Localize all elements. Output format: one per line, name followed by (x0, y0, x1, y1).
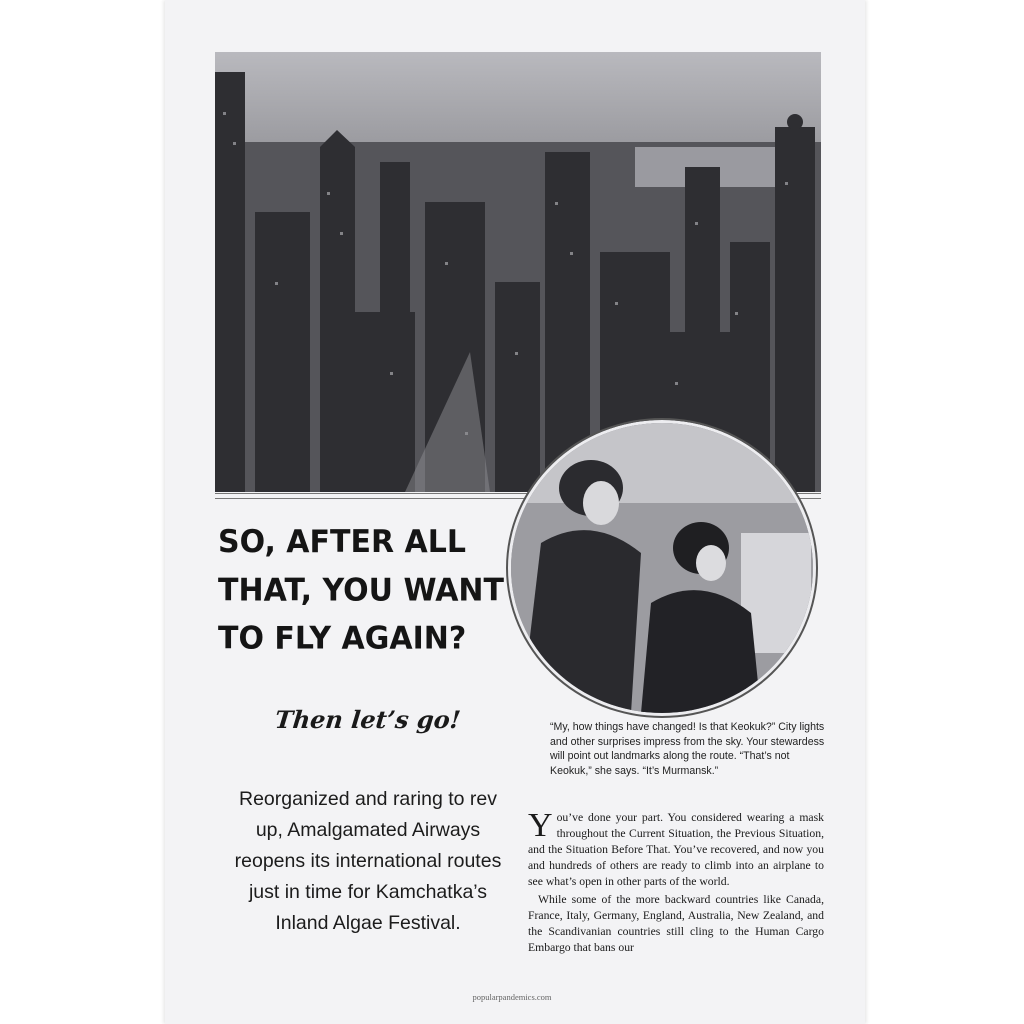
intro-blurb: Reorganized and raring to rev up, Amalgamated Airways reopens its international routes just in time for Kamchatka’s Inland Algae Festival. (234, 788, 502, 934)
drop-cap: Y (528, 807, 553, 844)
tagline: Then let’s go! (273, 705, 462, 734)
headline-line-3: TO FLY AGAIN? (218, 620, 467, 658)
headline (218, 519, 518, 664)
article-body (528, 807, 824, 956)
paragraph-1 (528, 807, 824, 890)
paragraph-2: While some of the more backward countries like Canada, France, Italy, Germany, England, Australia, New Zealand, and the Scandivanian countries still cling to the Human Cargo Embargo that bans our (528, 893, 824, 954)
city-skyline-photo (215, 52, 821, 492)
headline-line-1: SO, AFTER ALL (218, 523, 466, 561)
headline-line-2: THAT, YOU WANT (218, 572, 504, 609)
footer-url: popularpandemics.com (472, 992, 552, 1002)
photo-caption: “My, how things have changed! Is that Keokuk?” City lights and other surprises impress from the sky. Your stewardess will point out landmarks along the route. “That’s not Keokuk,” she says. “It’s Murmansk.” (550, 721, 825, 777)
paragraph-1-text: ou’ve done your part. You considered wearing a mask throughout the Current Situation, the Previous Situation, and the Situation Before That. You’ve recovered, and now you and hundreds of others are ready to climb into an airplane to see what’s open in other parts of the world. (528, 811, 824, 888)
stewardess-and-passenger-photo (508, 420, 816, 716)
